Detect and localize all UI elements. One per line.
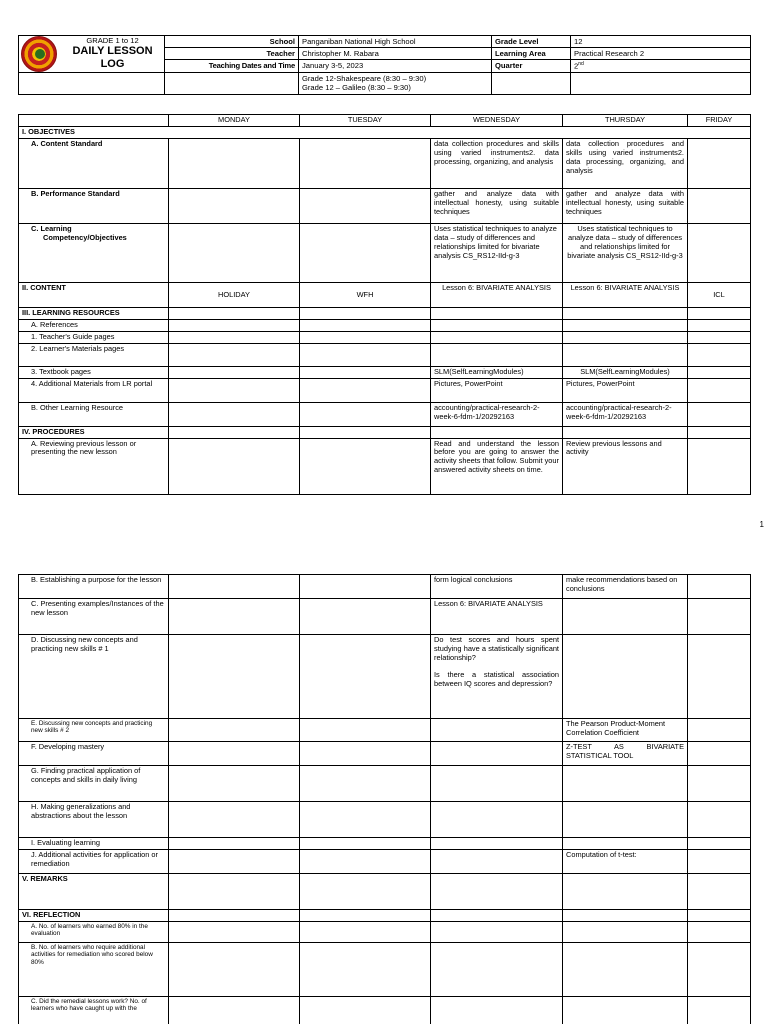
generalizations-label: H. Making generalizations and abstractions about the lesson xyxy=(19,802,169,838)
competency-label: C. Learning Competency/Objectives xyxy=(19,224,169,283)
learning-resources-heading: III. LEARNING RESOURCES xyxy=(19,308,169,320)
additional-materials-label: 4. Additional Materials from LR portal xyxy=(19,378,169,402)
reflection-b-label: B. No. of learners who require additional activities for remediation who scored below 80% xyxy=(19,942,169,996)
mastery-thu: Z-TEST AS BIVARIATE STATISTICAL TOOL xyxy=(563,742,688,766)
day-wednesday: WEDNESDAY xyxy=(431,115,563,127)
schedule-cell xyxy=(299,73,492,95)
reviewing-wed: Read and understand the lesson before you are going to answer the activity sheets that follow. Submit your answered activity sheets on time. xyxy=(431,438,563,494)
grade-level-value: 12 xyxy=(571,36,751,48)
content-thursday: Lesson 6: BIVARIATE ANALYSIS xyxy=(563,283,688,308)
mastery-label: F. Developing mastery xyxy=(19,742,169,766)
dates-value: January 3-5, 2023 xyxy=(299,60,492,73)
purpose-wed: form logical conclusions xyxy=(431,575,563,599)
purpose-thu: make recommendations based on conclusions xyxy=(563,575,688,599)
evaluating-label: I. Evaluating learning xyxy=(19,838,169,850)
days-header-row xyxy=(19,115,751,127)
discussing1-wed: Do test scores and hours spent studying have a statistically significant relationship? Is there a statistical association between IQ scores and depression? xyxy=(431,635,563,719)
day-friday: FRIDAY xyxy=(688,115,751,127)
grade-range: GRADE 1 to 12 xyxy=(86,36,139,45)
content-heading: II. CONTENT xyxy=(19,283,169,308)
other-resource-thu: accounting/practical-research-2-week-6-fdm-1/20292163 xyxy=(563,402,688,426)
logo-title-cell xyxy=(19,36,165,73)
additional-activities-thu: Computation of t-test: xyxy=(563,849,688,873)
grade-level-label: Grade Level xyxy=(492,36,571,48)
textbook-thu: SLM(SelfLearningModules) xyxy=(563,366,688,378)
content-standard-thu: data collection procedures and skills using varied instruments2. data processing, organizing, and analysis xyxy=(563,139,688,189)
performance-standard-thu: gather and analyze data with intellectual honesty, using suitable techniques xyxy=(563,189,688,224)
content-monday: HOLIDAY xyxy=(169,283,300,308)
references-label: A. References xyxy=(19,319,169,331)
performance-standard-wed: gather and analyze data with intellectual honesty, using suitable techniques xyxy=(431,189,563,224)
content-tuesday: WFH xyxy=(300,283,431,308)
lesson-log-table-page1 xyxy=(18,114,751,495)
content-friday: ICL xyxy=(688,283,751,308)
content-standard-label: A. Content Standard xyxy=(19,139,169,189)
textbook-label: 3. Textbook pages xyxy=(19,366,169,378)
school-seal-icon xyxy=(21,36,57,72)
objectives-heading: I. OBJECTIVES xyxy=(19,127,751,139)
reflection-c-label: C. Did the remedial lessons work? No. of learners who have caught up with the xyxy=(19,996,169,1024)
schedule-line-1: Grade 12-Shakespeare (8:30 – 9:30) xyxy=(302,74,427,83)
reflection-heading: VI. REFLECTION xyxy=(19,909,169,921)
textbook-wed: SLM(SelfLearningModules) xyxy=(431,366,563,378)
additional-materials-thu: Pictures, PowerPoint xyxy=(563,378,688,402)
reviewing-label: A. Reviewing previous lesson or presenting the new lesson xyxy=(19,438,169,494)
school-label: School xyxy=(165,36,299,48)
presenting-wed: Lesson 6: BIVARIATE ANALYSIS xyxy=(431,599,563,635)
discussing2-label: E. Discussing new concepts and practicing new skills # 2 xyxy=(19,719,169,742)
reflection-a-label: A. No. of learners who earned 80% in the evaluation xyxy=(19,921,169,942)
discussing2-thu: The Pearson Product-Moment Correlation Coefficient xyxy=(563,719,688,742)
reviewing-thu: Review previous lessons and activity xyxy=(563,438,688,494)
purpose-label: B. Establishing a purpose for the lesson xyxy=(19,575,169,599)
procedures-heading: IV. PROCEDURES xyxy=(19,426,169,438)
discussing1-label: D. Discussing new concepts and practicing new skills # 1 xyxy=(19,635,169,719)
application-label: G. Finding practical application of concepts and skills in daily living xyxy=(19,766,169,802)
additional-materials-wed: Pictures, PowerPoint xyxy=(431,378,563,402)
doc-title-line2: LOG xyxy=(100,57,125,70)
day-thursday: THURSDAY xyxy=(563,115,688,127)
content-wednesday: Lesson 6: BIVARIATE ANALYSIS xyxy=(431,283,563,308)
schedule-line-2: Grade 12 – Galileo (8:30 – 9:30) xyxy=(302,83,411,93)
day-monday: MONDAY xyxy=(169,115,300,127)
content-standard-wed: data collection procedures and skills using varied instruments2. data processing, organizing, and analysis xyxy=(431,139,563,189)
quarter-label: Quarter xyxy=(492,60,571,73)
remarks-heading: V. REMARKS xyxy=(19,873,169,909)
quarter-value: 2nd xyxy=(571,60,751,73)
header-table xyxy=(18,35,751,95)
learners-materials-label: 2. Learner's Materials pages xyxy=(19,343,169,366)
dates-label: Teaching Dates and Time xyxy=(165,60,299,73)
teacher-value: Christopher M. Rabara xyxy=(299,48,492,60)
learning-area-value: Practical Research 2 xyxy=(571,48,751,60)
additional-activities-label: J. Additional activities for application or remediation xyxy=(19,849,169,873)
other-resource-wed: accounting/practical-research-2-week-6-fdm-1/20292163 xyxy=(431,402,563,426)
competency-thu: Uses statistical techniques to analyze data – study of differences and relationships limited for bivariate analysis CS_RS12-IId-g-3 xyxy=(563,224,688,283)
doc-title-line1: DAILY LESSON xyxy=(72,45,153,58)
other-resource-label: B. Other Learning Resource xyxy=(19,402,169,426)
day-tuesday: TUESDAY xyxy=(300,115,431,127)
teachers-guide-label: 1. Teacher's Guide pages xyxy=(19,331,169,343)
presenting-label: C. Presenting examples/Instances of the new lesson xyxy=(19,599,169,635)
learning-area-label: Learning Area xyxy=(492,48,571,60)
page-number: 1 xyxy=(759,520,764,529)
competency-wed: Uses statistical techniques to analyze data – study of differences and relationships limited for bivariate analysis CS_RS12-IId-g-3 xyxy=(431,224,563,283)
performance-standard-label: B. Performance Standard xyxy=(19,189,169,224)
school-value: Panganiban National High School xyxy=(299,36,492,48)
teacher-label: Teacher xyxy=(165,48,299,60)
lesson-log-table-page2 xyxy=(18,574,751,1024)
